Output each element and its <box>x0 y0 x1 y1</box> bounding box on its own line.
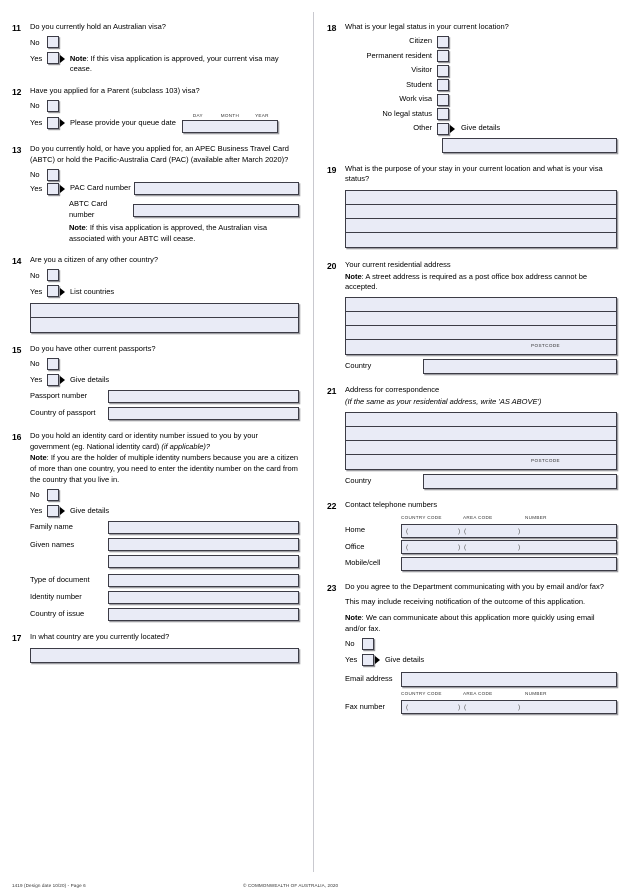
country-of-passport-input[interactable] <box>108 407 299 420</box>
option-citizen[interactable] <box>345 36 617 48</box>
checkbox-no[interactable] <box>362 638 374 650</box>
correspondence-country-input[interactable] <box>423 474 617 489</box>
fax-number-label: Fax number <box>345 701 386 711</box>
note-bold: Note <box>69 222 86 232</box>
country-code-label: COUNTRY CODE <box>401 690 442 696</box>
question-17 <box>12 632 299 663</box>
note-text: : If this visa application is approved, your current visa may cease. <box>69 53 279 74</box>
year-label: YEAR <box>255 113 269 119</box>
question-15-no-row[interactable] <box>30 358 299 370</box>
question-16-note <box>30 453 299 485</box>
phone-column-headers <box>401 515 617 522</box>
paren-open: ( <box>406 544 409 552</box>
family-name-input[interactable] <box>108 521 299 534</box>
identity-number-label: Identity number <box>30 591 82 601</box>
checkbox-no[interactable] <box>47 358 59 370</box>
paren-close: ) <box>458 527 461 535</box>
question-23 <box>327 582 617 714</box>
question-11-note <box>70 52 299 75</box>
number-label: NUMBER <box>525 690 547 696</box>
home-phone-input[interactable] <box>401 524 617 538</box>
option-permanent-resident[interactable] <box>345 50 617 62</box>
question-20-note <box>345 272 617 293</box>
checkbox-no[interactable] <box>47 489 59 501</box>
question-21-text: Address for correspondence <box>345 384 440 394</box>
current-country-input[interactable] <box>30 648 299 663</box>
footer-form-id: 1419 (Design date 10/20) - Page 6 <box>12 883 86 888</box>
yes-label: Yes <box>30 53 43 63</box>
input-line[interactable] <box>346 326 616 340</box>
input-line[interactable] <box>346 191 616 205</box>
column-divider <box>313 12 314 872</box>
yes-label: Yes <box>30 506 43 516</box>
mobile-label: Mobile/cell <box>345 558 381 568</box>
country-label: Country <box>345 360 372 370</box>
list-countries-label: List countries <box>70 286 115 296</box>
abtc-card-label: ABTC Card number <box>69 199 108 219</box>
purpose-of-stay-input-group[interactable] <box>345 190 617 248</box>
question-23-note <box>345 613 617 634</box>
pac-card-label: PAC Card number <box>70 183 131 193</box>
question-20-number: 20 <box>327 260 337 271</box>
residential-country-input[interactable] <box>423 359 617 374</box>
question-18-text: What is your legal status in your current location? <box>345 22 509 31</box>
abtc-card-row <box>69 199 299 221</box>
pac-card-input[interactable] <box>134 182 299 195</box>
question-23-para: This may include receiving notification of the outcome of this application. <box>345 597 586 607</box>
paren-close: ) <box>458 544 461 552</box>
no-label: No <box>30 270 40 280</box>
checkbox-student[interactable] <box>437 79 449 91</box>
type-of-document-input[interactable] <box>108 574 299 587</box>
input-line[interactable] <box>346 233 616 247</box>
input-line[interactable] <box>346 441 616 455</box>
given-names-label: Given names <box>30 539 75 549</box>
yes-label: Yes <box>30 375 43 385</box>
yes-label: Yes <box>30 183 43 193</box>
area-code-label: AREA CODE <box>463 690 493 696</box>
checkbox-yes[interactable] <box>47 285 59 297</box>
question-12-no-row[interactable] <box>30 100 299 112</box>
passport-number-label: Passport number <box>30 391 88 400</box>
fax-number-input[interactable] <box>401 700 617 714</box>
note-text: : If you are the holder of multiple identity numbers because you are a citizen of more than one country, you need to enter the identity number on the card from the country that you live in. <box>30 453 299 484</box>
country-of-passport-label: Country of passport <box>30 408 96 417</box>
input-line[interactable] <box>346 205 616 219</box>
give-details-label: Give details <box>461 123 501 133</box>
note-bold: Note <box>30 453 47 463</box>
input-line-postcode[interactable] <box>346 340 616 354</box>
queue-date-field-wrap <box>182 113 278 133</box>
question-16-text-main: Do you hold an identity card or identity number issued to you by your government (eg. National identity card) <box>30 430 259 451</box>
input-line[interactable] <box>346 219 616 233</box>
no-label: No <box>30 37 40 47</box>
given-names-input-1[interactable] <box>108 538 299 551</box>
checkbox-yes[interactable] <box>47 183 59 195</box>
input-line[interactable] <box>346 312 616 326</box>
give-details-label: Give details <box>70 375 110 385</box>
question-14-number: 14 <box>12 256 22 267</box>
checkbox-no[interactable] <box>47 169 59 181</box>
question-11-text: Do you currently hold an Australian visa? <box>30 22 166 31</box>
yes-label: Yes <box>30 118 43 128</box>
arrow-right-icon <box>450 125 455 133</box>
checkbox-yes[interactable] <box>47 505 59 517</box>
question-16 <box>12 431 299 621</box>
question-11-number: 11 <box>12 23 21 33</box>
checkbox-no[interactable] <box>47 36 59 48</box>
country-of-issue-input[interactable] <box>108 608 299 621</box>
no-label: No <box>30 490 40 500</box>
option-label: Permanent resident <box>366 50 432 60</box>
yes-label: Yes <box>345 655 358 665</box>
input-line[interactable] <box>31 304 298 318</box>
question-19-number: 19 <box>327 164 337 175</box>
question-13-number: 13 <box>12 144 22 155</box>
arrow-right-icon <box>60 288 65 296</box>
question-11-no-row[interactable] <box>30 36 299 48</box>
paren-close: ) <box>518 704 521 712</box>
paren-close: ) <box>458 704 461 712</box>
question-14-yes-row[interactable] <box>30 285 299 297</box>
paren-open: ( <box>406 527 409 535</box>
input-line[interactable] <box>31 318 298 332</box>
type-of-document-row <box>30 574 299 587</box>
abtc-card-input[interactable] <box>133 204 299 217</box>
question-15-text: Do you have other current passports? <box>30 343 156 353</box>
question-13-no-row[interactable] <box>30 169 299 181</box>
passport-number-input[interactable] <box>108 390 299 403</box>
mobile-phone-input[interactable] <box>401 557 617 571</box>
postcode-label: POSTCODE <box>531 342 560 348</box>
paren-close: ) <box>518 527 521 535</box>
question-23-no-row[interactable] <box>345 638 617 650</box>
no-label: No <box>30 101 40 111</box>
question-22-number: 22 <box>327 500 337 511</box>
question-21-subtext: (If the same as your residential address, write 'AS ABOVE') <box>345 396 542 406</box>
option-label: Citizen <box>409 36 432 46</box>
question-23-text: Do you agree to the Department communicating with you by email and/or fax? <box>345 581 604 591</box>
question-13-note <box>69 223 299 244</box>
checkbox-work-visa[interactable] <box>437 94 449 106</box>
question-23-number: 23 <box>327 582 337 593</box>
family-name-row <box>30 521 299 534</box>
home-label: Home <box>345 525 366 535</box>
note-bold: Note <box>345 612 362 622</box>
question-20-text: Your current residential address <box>345 259 451 269</box>
list-countries-input-group[interactable] <box>30 303 299 333</box>
question-11-yes-row[interactable] <box>30 52 299 75</box>
mobile-phone-row <box>345 557 617 571</box>
note-text: : If this visa application is approved, the Australian visa associated with your ABTC will cease. <box>69 222 268 243</box>
option-label: Work visa <box>399 94 432 104</box>
question-15 <box>12 344 299 420</box>
question-16-text-italic: (if applicable)? <box>161 441 211 451</box>
question-22 <box>327 500 617 571</box>
paren-open: ( <box>464 527 467 535</box>
checkbox-no-legal-status[interactable] <box>437 108 449 120</box>
question-16-text <box>30 431 299 452</box>
yes-label: Yes <box>30 286 43 296</box>
email-address-input[interactable] <box>401 672 617 687</box>
paren-open: ( <box>464 544 467 552</box>
question-17-text: In what country are you currently located? <box>30 631 170 641</box>
arrow-right-icon <box>60 376 65 384</box>
identity-number-row <box>30 591 299 604</box>
question-21 <box>327 385 617 489</box>
given-names-inputs <box>108 538 299 568</box>
question-18 <box>327 22 617 153</box>
footer-copyright: © COMMONWEALTH OF AUSTRALIA, 2020 <box>243 883 339 888</box>
checkbox-yes[interactable] <box>47 117 59 129</box>
month-label: MONTH <box>220 113 240 119</box>
question-22-text: Contact telephone numbers <box>345 499 438 509</box>
country-of-issue-row <box>30 608 299 621</box>
area-code-label: AREA CODE <box>463 514 493 520</box>
option-label: Other <box>413 123 432 133</box>
checkbox-other[interactable] <box>437 123 449 135</box>
option-label: Visitor <box>411 65 432 75</box>
country-of-passport-row <box>30 407 299 420</box>
email-address-row <box>345 672 617 687</box>
country-of-issue-label: Country of issue <box>30 608 85 618</box>
checkbox-yes[interactable] <box>47 374 59 386</box>
office-phone-row <box>345 540 617 554</box>
question-14-text: Are you a citizen of any other country? <box>30 255 158 265</box>
country-code-label: COUNTRY CODE <box>401 514 442 520</box>
option-work-visa[interactable] <box>345 94 617 106</box>
note-bold: Note <box>69 53 87 63</box>
give-details-label: Give details <box>385 655 425 665</box>
number-label: NUMBER <box>525 514 547 520</box>
question-13 <box>12 144 299 244</box>
question-12-yes-row[interactable] <box>30 113 299 133</box>
option-label: No legal status <box>382 108 432 118</box>
question-20 <box>327 260 617 374</box>
no-label: No <box>30 170 40 180</box>
paren-open: ( <box>406 704 409 712</box>
right-column <box>313 22 631 725</box>
option-visitor[interactable] <box>345 65 617 77</box>
office-phone-input[interactable] <box>401 540 617 554</box>
other-legal-status-input[interactable] <box>442 138 617 153</box>
question-16-number: 16 <box>12 431 22 442</box>
residential-address-input-group[interactable] <box>345 297 617 355</box>
question-16-no-row[interactable] <box>30 489 299 501</box>
residential-country-row <box>345 359 617 374</box>
given-names-row <box>30 538 299 568</box>
fax-number-row <box>345 700 617 714</box>
question-15-number: 15 <box>12 344 22 355</box>
correspondence-address-input-group[interactable] <box>345 412 617 470</box>
day-label: DAY <box>192 113 203 119</box>
question-23-yes-row[interactable] <box>345 654 617 666</box>
question-19-text: What is the purpose of your stay in your current location and what is your visa status? <box>345 163 603 184</box>
question-18-number: 18 <box>327 23 337 33</box>
family-name-label: Family name <box>30 521 73 531</box>
identity-number-input[interactable] <box>108 591 299 604</box>
paren-open: ( <box>464 704 467 712</box>
question-13-text: Do you currently hold, or have you applied for, an APEC Business Travel Card (ABTC) or hold the Pacific-Australia Card (PAC) (available after March 2020)? <box>30 143 289 164</box>
office-label: Office <box>345 541 365 551</box>
option-no-legal-status[interactable] <box>345 108 617 120</box>
note-bold: Note <box>345 271 362 281</box>
postcode-label: POSTCODE <box>531 457 560 463</box>
option-label: Student <box>406 79 432 89</box>
option-other[interactable] <box>345 123 617 135</box>
input-line[interactable] <box>346 427 616 441</box>
fax-column-headers <box>401 691 617 698</box>
correspondence-country-row <box>345 474 617 489</box>
checkbox-no[interactable] <box>47 269 59 281</box>
input-line[interactable] <box>346 413 616 427</box>
note-text: : We can communicate about this application more quickly using email and/or fax. <box>345 612 595 633</box>
question-12-text: Have you applied for a Parent (subclass 103) visa? <box>30 85 200 95</box>
arrow-right-icon <box>60 507 65 515</box>
queue-date-input[interactable] <box>182 120 278 133</box>
input-line[interactable] <box>346 298 616 312</box>
checkbox-yes[interactable] <box>47 52 59 64</box>
question-15-yes-row[interactable] <box>30 374 299 386</box>
email-address-label: Email address <box>345 674 393 684</box>
left-column <box>0 22 313 725</box>
passport-number-row <box>30 390 299 403</box>
arrow-right-icon <box>375 656 380 664</box>
no-label: No <box>30 359 40 369</box>
date-header <box>182 113 278 120</box>
question-11 <box>12 22 299 75</box>
checkbox-permanent-resident[interactable] <box>437 50 449 62</box>
question-14 <box>12 255 299 332</box>
paren-close: ) <box>518 544 521 552</box>
question-17-number: 17 <box>12 632 22 643</box>
question-13-yes-row[interactable] <box>30 182 299 195</box>
input-line-postcode[interactable] <box>346 455 616 469</box>
question-16-yes-row[interactable] <box>30 505 299 517</box>
note-text: : A street address is required as a post office box address cannot be accepted. <box>345 271 588 292</box>
home-phone-row <box>345 524 617 538</box>
checkbox-yes[interactable] <box>362 654 374 666</box>
question-21-number: 21 <box>327 385 337 396</box>
checkbox-visitor[interactable] <box>437 65 449 77</box>
legal-status-options <box>345 36 617 135</box>
given-names-input-2[interactable] <box>108 555 299 568</box>
country-label: Country <box>345 475 372 485</box>
no-label: No <box>345 639 355 649</box>
checkbox-citizen[interactable] <box>437 36 449 48</box>
checkbox-no[interactable] <box>47 100 59 112</box>
question-19 <box>327 164 617 248</box>
option-student[interactable] <box>345 79 617 91</box>
give-details-label: Give details <box>70 506 110 516</box>
question-12-number: 12 <box>12 86 22 97</box>
arrow-right-icon <box>60 185 65 193</box>
arrow-right-icon <box>60 119 65 127</box>
question-12 <box>12 86 299 133</box>
arrow-right-icon <box>60 55 65 63</box>
queue-date-label: Please provide your queue date <box>70 117 176 127</box>
type-of-document-label: Type of document <box>30 574 90 584</box>
question-14-no-row[interactable] <box>30 269 299 281</box>
